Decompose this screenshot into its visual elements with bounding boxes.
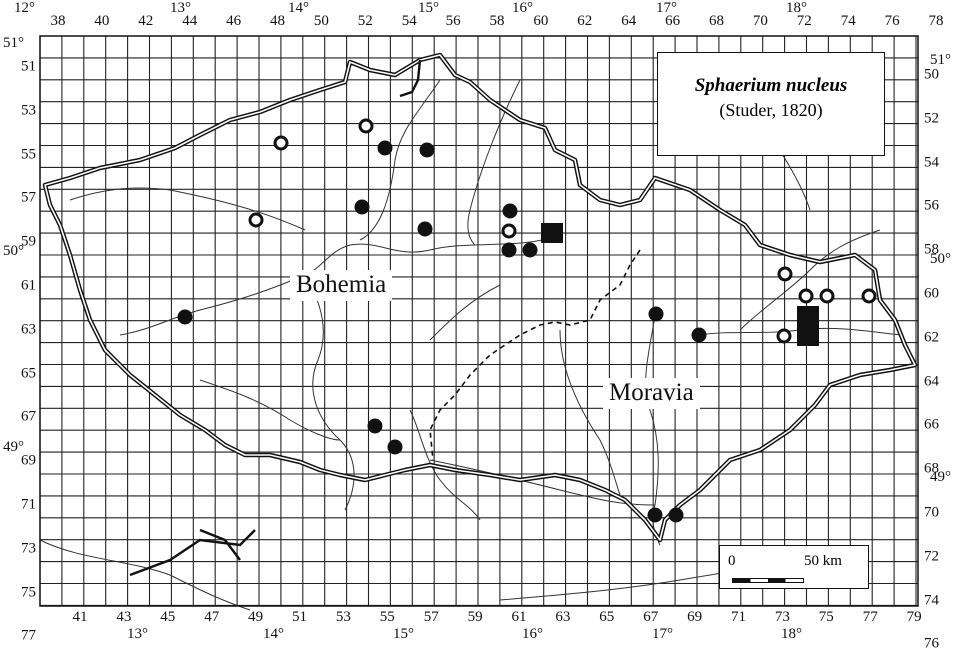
scale-bar-graphic [732,578,804,583]
grid-row-label: 73 [21,540,36,557]
bohemia-moravia-boundary [430,250,640,460]
border-south-austria [130,530,255,575]
record-open-circle [779,268,791,280]
grid-col-label: 75 [818,609,834,625]
grid-col-label: 54 [401,13,417,29]
grid-row-label: 74 [924,592,939,609]
degree-label-right: 51° [930,52,951,68]
grid-col-label: 73 [774,609,790,625]
grid-col-label: 57 [423,609,439,625]
degree-label-top: 12° [14,0,35,16]
river-sw-outside [40,540,250,610]
record-open-circle [250,214,262,226]
degree-label-top: 15° [418,0,439,16]
river-north [360,80,440,240]
grid-col-label: 67 [643,609,659,625]
grid-col-label: 77 [862,609,878,625]
grid-col-label: 51 [292,609,307,625]
grid-col-label: 44 [182,13,198,29]
grid-row-label: 60 [924,285,939,302]
region-label-bohemia: Bohemia [290,270,392,301]
grid-col-label: 68 [709,13,724,29]
grid-col-label: 61 [511,609,527,625]
record-open-circle [360,120,372,132]
grid-col-label: 79 [906,609,922,625]
grid-row-label: 66 [924,416,939,433]
grid-col-label: 40 [94,13,110,29]
grid-row-label: 65 [21,365,36,382]
grid-col-label: 69 [687,609,703,625]
grid-row-label: 77 [21,627,36,644]
grid-col-label: 56 [445,13,461,29]
grid-row-label: 70 [924,504,939,521]
river-svratka [560,330,620,495]
grid-col-label: 76 [884,13,900,29]
grid-row-label: 50 [924,66,939,83]
title-box [657,52,885,156]
grid-row-label: 63 [21,321,36,338]
degree-label-top: 16° [512,0,533,16]
record-open-circle [863,290,875,302]
degree-label-bottom: 13° [127,626,148,642]
grid-row-label: 56 [924,197,939,214]
grid-col-label: 70 [752,13,768,29]
grid-row-label: 61 [21,277,36,294]
grid-col-label: 38 [50,13,66,29]
grid-col-label: 45 [160,609,176,625]
degree-label-right: 49° [930,469,951,485]
degree-label-right: 50° [930,251,951,267]
grid-col-label: 64 [621,13,637,29]
grid-col-label: 41 [72,609,88,625]
grid-row-label: 59 [21,233,36,250]
record-filled-circle [669,508,684,523]
record-filled-circle [523,243,538,258]
record-filled-circle [649,307,664,322]
species-author: (Studer, 1820) [719,100,823,120]
grid-col-label: 63 [555,609,571,625]
degree-label-bottom: 17° [652,626,673,642]
grid-col-label: 53 [335,609,351,625]
degree-label-bottom: 15° [393,626,414,642]
scale-bar [719,545,869,589]
scale-start-label: 0 [728,553,736,569]
species-name: Sphaerium nucleus [694,75,848,96]
degree-label-bottom: 16° [522,626,543,642]
degree-label-left: 49° [3,439,24,455]
record-open-circle [800,290,812,302]
grid-col-label: 71 [731,609,746,625]
grid-row-label: 76 [924,635,939,652]
grid-row-label: 58 [924,241,939,258]
grid-col-label: 66 [665,13,681,29]
river-otava [200,380,340,440]
record-filled-circle [648,508,663,523]
record-filled-circle [355,200,370,215]
scale-end-label: 50 km [804,553,842,569]
grid-col-label: 59 [467,609,483,625]
degree-label-left: 50° [3,243,24,259]
record-open-circle [275,137,287,149]
grid-row-label: 51 [21,58,36,75]
record-filled-circle [503,204,518,219]
record-open-circle [503,225,515,237]
degree-label-left: 51° [3,35,24,51]
record-filled-circle [388,440,403,455]
record-filled-circle [692,328,707,343]
grid-col-label: 60 [533,13,549,29]
grid-col-label: 74 [840,13,856,29]
grid-row-label: 75 [21,584,36,601]
grid-col-label: 78 [928,13,944,29]
grid-col-label: 48 [270,13,285,29]
grid-col-label: 52 [357,13,373,29]
degree-label-bottom: 18° [781,626,802,642]
grid-row-label: 67 [21,408,36,425]
degree-label-top: 14° [288,0,309,16]
grid-row-label: 54 [924,154,939,171]
record-filled-circle [378,141,393,156]
record-filled-circle [178,310,193,325]
degree-label-bottom: 14° [263,626,284,642]
grid-col-label: 46 [226,13,242,29]
record-filled-circle [502,243,517,258]
grid-row-label: 57 [21,189,36,206]
grid-col-label: 62 [577,13,593,29]
grid-col-label: 47 [204,609,220,625]
external-borders [130,60,420,575]
grid-row-label: 72 [924,548,939,565]
grid-col-label: 58 [489,13,505,29]
grid-row-label: 52 [924,110,939,127]
record-filled-circle [420,143,435,158]
record-filled-square [797,306,819,346]
record-filled-circle [418,222,433,237]
grid-col-label: 42 [138,13,154,29]
grid-row-label: 62 [924,329,939,346]
record-filled-square [541,223,563,243]
grid-col-label: 43 [116,609,132,625]
grid-col-label: 55 [379,609,395,625]
record-filled-circle [368,419,383,434]
grid-row-label: 68 [924,460,939,477]
degree-label-top: 18° [786,0,807,16]
grid-col-label: 50 [313,13,329,29]
grid-row-label: 71 [21,496,36,513]
grid-col-label: 72 [796,13,812,29]
river-berounka [120,275,305,335]
region-label-moravia: Moravia [603,378,700,409]
grid-row-label: 69 [21,452,36,469]
grid-row-label: 55 [21,146,36,163]
record-open-circle [778,330,790,342]
record-open-circle [821,290,833,302]
grid-row-label: 64 [924,373,939,390]
rivers [40,80,900,610]
degree-label-top: 13° [170,0,191,16]
grid-col-label: 65 [599,609,615,625]
grid-col-label: 49 [248,609,264,625]
degree-label-top: 17° [656,0,677,16]
river-sazava [430,285,500,340]
grid-row-label: 53 [21,102,36,119]
